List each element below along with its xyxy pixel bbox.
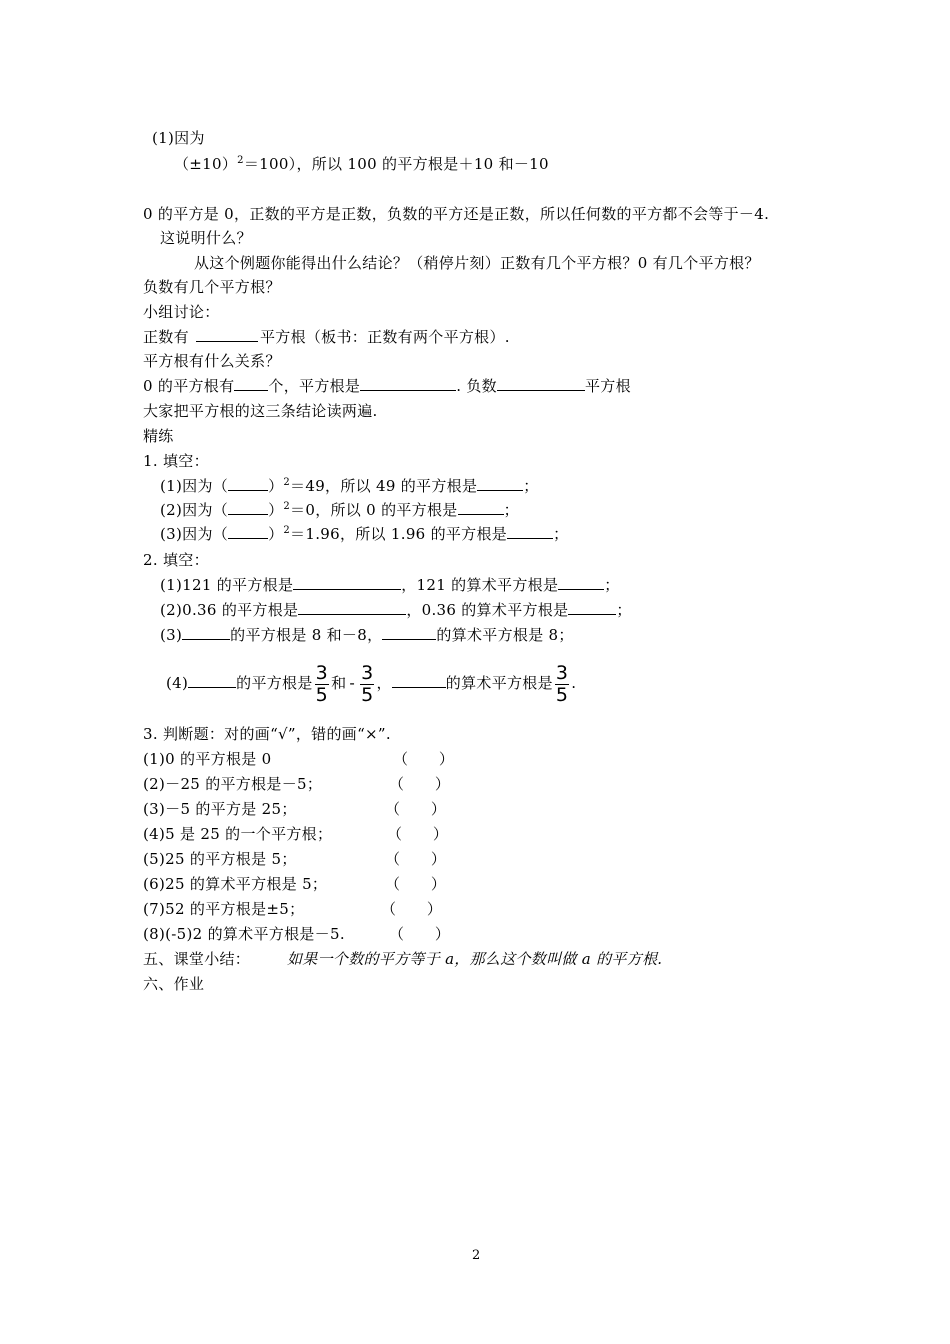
judge-paren[interactable]: （ ） xyxy=(385,875,447,893)
answer-blank[interactable] xyxy=(188,673,236,688)
q1-item-2 xyxy=(160,500,519,523)
text: 0 的平方根有 xyxy=(143,377,235,395)
text: ） xyxy=(268,501,284,519)
answer-blank[interactable] xyxy=(568,600,616,615)
positive-number-line xyxy=(143,327,510,347)
numerator: 3 xyxy=(315,661,329,684)
judge-paren[interactable]: （ ） xyxy=(385,850,447,868)
text: ） xyxy=(268,525,284,543)
q1-item-3 xyxy=(160,524,568,547)
text: 的平方根是 xyxy=(236,674,313,692)
text: . xyxy=(571,674,577,692)
text: 的算术平方根是 xyxy=(445,674,553,692)
answer-blank[interactable] xyxy=(458,500,504,515)
denominator: 5 xyxy=(555,683,569,706)
text: ； xyxy=(616,601,632,619)
text: ＝0，所以 0 的平方根是 xyxy=(290,501,458,519)
text: (3) xyxy=(160,626,183,644)
answer-blank[interactable] xyxy=(182,625,230,640)
q2-title: 2. 填空： xyxy=(143,551,209,569)
answer-blank[interactable] xyxy=(228,500,268,515)
text: ） xyxy=(268,477,284,495)
superscript: 2 xyxy=(237,155,244,166)
read-twice: 大家把平方根的这三条结论读两遍. xyxy=(143,402,378,420)
text: (2)0.36 的平方根是 xyxy=(160,601,299,619)
q2-item-1 xyxy=(160,575,620,595)
text: (2)因为（ xyxy=(160,501,229,519)
zero-root-line xyxy=(143,376,631,396)
conclusion-question-1: 从这个例题你能得出什么结论？（稍停片刻）正数有几个平方根？0 有几个平方根？ xyxy=(194,254,760,272)
answer-blank[interactable] xyxy=(298,600,406,615)
q1-item-1 xyxy=(160,476,539,499)
homework-heading: 六、作业 xyxy=(143,975,205,993)
text: (4) xyxy=(166,674,189,692)
conclusion-question-2: 负数有几个平方根？ xyxy=(143,278,281,296)
text: (3)因为（ xyxy=(160,525,229,543)
q3-item: (8)(-5)2 的算术平方根是－5. xyxy=(143,925,345,943)
q2-item-2 xyxy=(160,600,632,620)
text: 正数有 xyxy=(143,328,194,346)
text: 个，平方根是 xyxy=(268,377,361,395)
text: ； xyxy=(553,525,569,543)
q3-item: (2)－25 的平方根是－5； xyxy=(143,775,323,793)
practice-heading: 精练 xyxy=(143,427,174,445)
text: 平方根（板书：正数有两个平方根）. xyxy=(259,328,510,346)
group-discussion: 小组讨论： xyxy=(143,303,220,321)
answer-blank[interactable] xyxy=(293,575,401,590)
answer-blank[interactable] xyxy=(392,673,446,688)
judge-paren[interactable]: （ ） xyxy=(385,800,447,818)
answer-blank[interactable] xyxy=(558,575,604,590)
judge-paren[interactable]: （ ） xyxy=(389,775,451,793)
answer-blank[interactable] xyxy=(477,476,523,491)
summary-text: 如果一个数的平方等于 a，那么这个数叫做 a 的平方根. xyxy=(287,950,663,968)
q2-item-4 xyxy=(166,660,576,706)
text: ； xyxy=(604,576,620,594)
fraction-three-fifths xyxy=(315,663,329,706)
fraction-three-fifths xyxy=(555,663,569,706)
answer-blank[interactable] xyxy=(382,625,436,640)
text: ； xyxy=(523,477,539,495)
meaning-question: 这说明什么？ xyxy=(160,229,252,247)
q2-item-3 xyxy=(160,625,574,645)
text: 平方根 xyxy=(584,377,631,395)
minus-sign: - xyxy=(349,674,356,692)
answer-blank[interactable] xyxy=(507,524,553,539)
answer-blank[interactable] xyxy=(196,327,258,342)
denominator: 5 xyxy=(361,683,374,706)
answer-blank[interactable] xyxy=(228,524,268,539)
judge-paren[interactable]: （ ） xyxy=(381,900,443,918)
answer-blank[interactable] xyxy=(228,476,268,491)
answer-blank[interactable] xyxy=(360,376,456,391)
fraction-three-fifths xyxy=(360,663,374,706)
answer-blank[interactable] xyxy=(234,376,268,391)
item1-equation xyxy=(174,154,549,177)
q3-item: (4)5 是 25 的一个平方根； xyxy=(143,825,333,843)
text: 的平方根是 8 和－8， xyxy=(230,626,383,644)
text: 和 xyxy=(331,674,347,692)
page-number: 2 xyxy=(472,1248,481,1263)
text: ； xyxy=(503,501,519,519)
text: 的算术平方根是 8； xyxy=(436,626,574,644)
text-a: （±10） xyxy=(174,155,238,173)
q1-title: 1. 填空： xyxy=(143,452,209,470)
answer-blank[interactable] xyxy=(497,376,585,391)
superscript: 2 xyxy=(283,501,291,512)
item1-label: (1)因为 xyxy=(152,129,205,147)
text: (1)121 的平方根是 xyxy=(160,576,294,594)
text: . 负数 xyxy=(456,377,497,395)
text: ，0.36 的算术平方根是 xyxy=(406,601,569,619)
q3-item: (7)52 的平方根是±5； xyxy=(143,900,305,918)
summary-label: 五、课堂小结： xyxy=(143,950,251,968)
q3-item: (6)25 的算术平方根是 5； xyxy=(143,875,328,893)
text: (1)因为（ xyxy=(160,477,229,495)
text: ＝1.96，所以 1.96 的平方根是 xyxy=(290,525,508,543)
text-b: ＝100），所以 100 的平方根是＋10 和－10 xyxy=(243,155,549,173)
denominator: 5 xyxy=(315,683,329,706)
judge-paren[interactable]: （ ） xyxy=(387,825,449,843)
text: ， xyxy=(376,674,392,692)
text: ，121 的算术平方根是 xyxy=(401,576,559,594)
q3-item: (3)－5 的平方是 25； xyxy=(143,800,297,818)
q3-title: 3. 判断题：对的画“√”，错的画“×”. xyxy=(143,725,391,743)
relation-question: 平方根有什么关系？ xyxy=(143,352,281,370)
numerator: 3 xyxy=(555,661,569,684)
judge-paren[interactable]: （ ） xyxy=(389,925,451,943)
q3-item: (1)0 的平方根是 0 xyxy=(143,750,272,768)
text: ＝49，所以 49 的平方根是 xyxy=(290,477,478,495)
judge-paren[interactable]: （ ） xyxy=(393,750,455,768)
q3-item: (5)25 的平方根是 5； xyxy=(143,850,297,868)
superscript: 2 xyxy=(283,477,291,488)
numerator: 3 xyxy=(361,661,374,684)
zero-square-line: 0 的平方是 0，正数的平方是正数，负数的平方还是正数，所以任何数的平方都不会等于－4. xyxy=(143,205,770,223)
superscript: 2 xyxy=(283,525,291,536)
